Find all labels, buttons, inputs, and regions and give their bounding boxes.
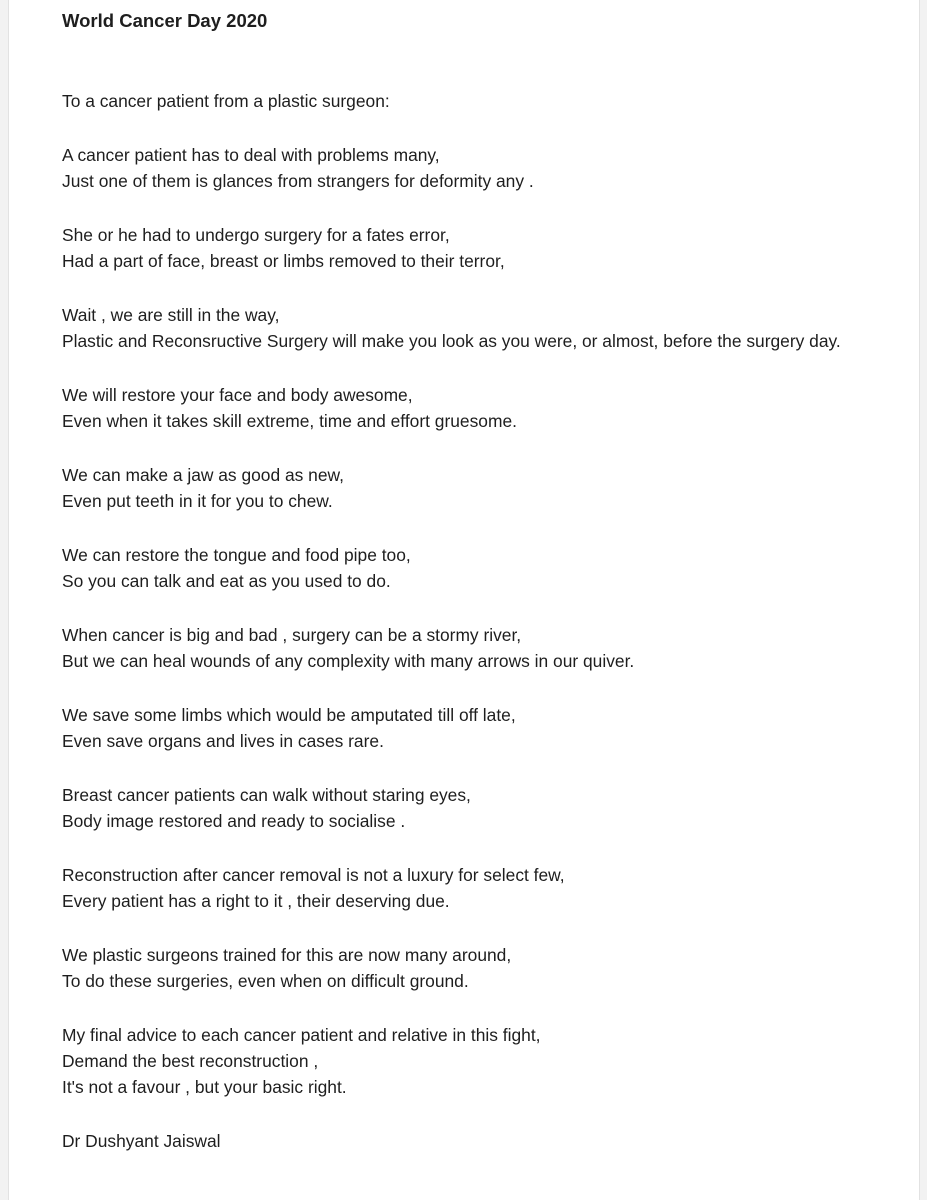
poem-line: Body image restored and ready to socialise . — [62, 811, 406, 831]
poem-line: So you can talk and eat as you used to do. — [62, 571, 391, 591]
stanza — [62, 702, 882, 754]
stanza — [62, 782, 882, 834]
stanza — [62, 622, 882, 674]
poem-line: She or he had to undergo surgery for a fates error, — [62, 225, 450, 245]
document-page — [8, 0, 920, 1200]
poem-line: To do these surgeries, even when on difficult ground. — [62, 971, 469, 991]
poem-line: Even save organs and lives in cases rare. — [62, 731, 384, 751]
poem-line: We plastic surgeons trained for this are now many around, — [62, 945, 512, 965]
poem-line: But we can heal wounds of any complexity with many arrows in our quiver. — [62, 651, 635, 671]
poem-line: A cancer patient has to deal with problems many, — [62, 145, 440, 165]
intro-line: To a cancer patient from a plastic surgeon: — [62, 91, 390, 111]
poem-line: Breast cancer patients can walk without staring eyes, — [62, 785, 471, 805]
stanza — [62, 302, 882, 354]
poem-line: We will restore your face and body awesome, — [62, 385, 413, 405]
poem-line: Even put teeth in it for you to chew. — [62, 491, 333, 511]
document-title: World Cancer Day 2020 — [62, 10, 268, 31]
stanza — [62, 542, 882, 594]
stanza — [62, 862, 882, 914]
poem-line: Had a part of face, breast or limbs removed to their terror, — [62, 251, 505, 271]
stanza — [62, 462, 882, 514]
stanza — [62, 942, 882, 994]
poem-line: Even when it takes skill extreme, time and effort gruesome. — [62, 411, 517, 431]
poem-line: When cancer is big and bad , surgery can be a stormy river, — [62, 625, 522, 645]
stanza — [62, 142, 882, 194]
poem-line: Just one of them is glances from strangers for deformity any . — [62, 171, 534, 191]
poem-line: Reconstruction after cancer removal is not a luxury for select few, — [62, 865, 565, 885]
poem-line: We can make a jaw as good as new, — [62, 465, 344, 485]
poem-line: Demand the best reconstruction , — [62, 1051, 319, 1071]
poem-line: It's not a favour , but your basic right. — [62, 1077, 347, 1097]
stanza — [62, 222, 882, 274]
stanza — [62, 1022, 882, 1100]
author-signature: Dr Dushyant Jaiswal — [62, 1131, 221, 1151]
stanza — [62, 382, 882, 434]
poem-line: We save some limbs which would be amputated till off late, — [62, 705, 516, 725]
poem-line: Plastic and Reconsructive Surgery will make you look as you were, or almost, before the surgery day. — [62, 331, 841, 351]
document-content — [62, 8, 882, 1154]
poem-line: Every patient has a right to it , their deserving due. — [62, 891, 450, 911]
poem-line: Wait , we are still in the way, — [62, 305, 280, 325]
poem-line: My final advice to each cancer patient and relative in this fight, — [62, 1025, 541, 1045]
poem-line: We can restore the tongue and food pipe too, — [62, 545, 411, 565]
